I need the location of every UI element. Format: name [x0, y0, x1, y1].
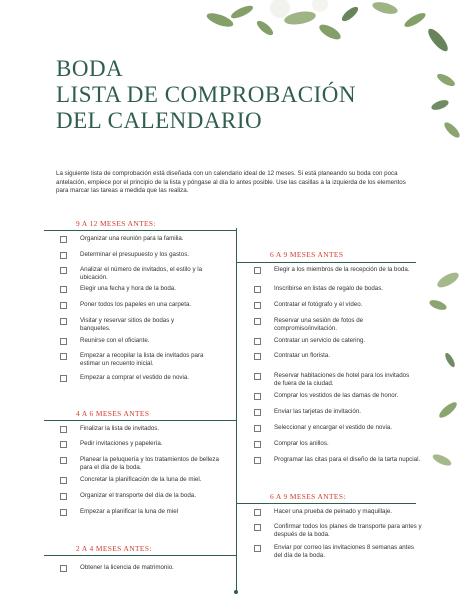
timeline-end-dot: [234, 590, 238, 594]
section-heading-6-9b: 6 A 9 MESES ANTES:: [270, 492, 346, 501]
task-item: [254, 523, 424, 539]
task-label: Poner todos los papeles en una carpeta.: [80, 301, 192, 308]
title-line-3: DEL CALENDARIO: [56, 108, 263, 133]
task-label: Analizar el número de invitados, el estilo y la ubicación.: [80, 266, 203, 281]
task-checkbox[interactable]: [60, 565, 67, 572]
task-item: [254, 352, 424, 360]
task-label: Visitar y reservar sitios de bodas y banquetes.: [80, 317, 175, 332]
task-label: Determinar el presupuesto y los gastos.: [80, 251, 190, 258]
task-checkbox[interactable]: [60, 338, 67, 345]
task-checkbox[interactable]: [60, 318, 67, 325]
timeline-vertical-line: [236, 228, 237, 592]
task-label: Hacer una prueba de peinado y maquillaje.: [274, 508, 392, 515]
timeline-rule-2-4: [44, 555, 236, 556]
task-item: [254, 456, 424, 464]
task-item: [60, 425, 228, 433]
task-label: Contratar un servicio de catering.: [274, 337, 366, 344]
timeline-rule-9-12: [44, 230, 236, 231]
task-item: [254, 301, 424, 309]
section-heading-4-6: 4 A 6 MESES ANTES: [76, 409, 150, 418]
task-label: Planear la peluquería y los tratamientos de belleza para el día de la boda.: [80, 456, 219, 471]
task-item: [254, 317, 392, 333]
task-label: Reservar habitaciones de hotel para los invitados de fuera de la ciudad.: [274, 372, 410, 387]
task-label: Programar las citas para el diseño de la tarta nupcial.: [274, 456, 421, 463]
task-item: [254, 392, 424, 400]
task-checkbox[interactable]: [254, 457, 261, 464]
task-item: [60, 508, 228, 516]
task-checkbox[interactable]: [254, 338, 261, 345]
task-checkbox[interactable]: [60, 477, 67, 484]
task-label: Pedir invitaciones y papelería.: [80, 440, 163, 447]
task-checkbox[interactable]: [254, 302, 261, 309]
task-checkbox[interactable]: [60, 252, 67, 259]
task-label: Comprar los anillos.: [274, 440, 329, 447]
task-label: Reservar una sesión de fotos de compromiso/invitación.: [274, 317, 364, 332]
task-checkbox[interactable]: [60, 302, 67, 309]
task-item: [254, 508, 424, 516]
task-item: [60, 337, 228, 345]
task-checkbox[interactable]: [60, 375, 67, 382]
task-item: [60, 476, 228, 484]
task-item: [60, 352, 215, 368]
timeline-rule-6-9b: [236, 503, 416, 504]
task-checkbox[interactable]: [60, 426, 67, 433]
task-checkbox[interactable]: [254, 441, 261, 448]
task-checkbox[interactable]: [254, 509, 261, 516]
task-item: [60, 285, 228, 293]
task-item: [254, 440, 424, 448]
timeline-rule-4-6: [44, 420, 236, 421]
task-item: [254, 408, 424, 416]
task-item: [60, 440, 228, 448]
task-label: Comprar los vestidos de las damas de honor.: [274, 392, 399, 399]
task-checkbox[interactable]: [254, 353, 261, 360]
task-checkbox[interactable]: [254, 393, 261, 400]
task-item: [254, 372, 414, 388]
task-checkbox[interactable]: [254, 318, 261, 325]
task-checkbox[interactable]: [254, 545, 261, 552]
task-checkbox[interactable]: [60, 509, 67, 516]
section-heading-2-4: 2 A 4 MESES ANTES:: [76, 544, 152, 553]
task-checkbox[interactable]: [254, 267, 261, 274]
task-item: [254, 337, 424, 345]
task-label: Empezar a comprar el vestido de novia.: [80, 374, 190, 381]
task-checkbox[interactable]: [60, 353, 67, 360]
task-item: [254, 285, 424, 293]
task-label: Enviar por correo las invitaciones 8 semanas antes del día de la boda.: [274, 544, 414, 559]
task-checkbox[interactable]: [60, 267, 67, 274]
task-item: [254, 424, 424, 432]
task-label: Seleccionar y encargar el vestido de novia.: [274, 424, 392, 431]
task-label: Elegir a los miembros de la recepción de la boda.: [274, 266, 410, 273]
timeline-rule-6-9: [236, 262, 416, 263]
section-heading-9-12: 9 A 12 MESES ANTES:: [76, 219, 156, 228]
floral-decoration-top: [180, 0, 462, 60]
task-checkbox[interactable]: [60, 286, 67, 293]
task-label: Finalizar la lista de invitados.: [80, 425, 160, 432]
task-checkbox[interactable]: [254, 409, 261, 416]
task-label: Obtener la licencia de matrimonio.: [80, 564, 174, 571]
task-label: Organizar el transporte del día de la boda.: [80, 492, 196, 499]
task-item: [254, 266, 424, 274]
task-label: Contratar el fotógrafo y el vídeo.: [274, 301, 363, 308]
title-line-2: LISTA DE COMPROBACIÓN: [56, 82, 357, 107]
task-item: [60, 456, 220, 472]
task-checkbox[interactable]: [60, 457, 67, 464]
page-title: [56, 56, 356, 134]
task-label: Elegir una fecha y hora de la boda.: [80, 285, 176, 292]
task-checkbox[interactable]: [254, 286, 261, 293]
task-label: Reunirse con el oficiante.: [80, 337, 150, 344]
task-label: Empezar a planificar la luna de miel: [80, 508, 179, 515]
task-checkbox[interactable]: [60, 493, 67, 500]
task-item: [60, 374, 228, 382]
task-item: [60, 301, 228, 309]
task-checkbox[interactable]: [254, 425, 261, 432]
task-label: Empezar a recopilar la lista de invitados para estimar un recuento inicial.: [80, 352, 204, 367]
task-checkbox[interactable]: [254, 524, 261, 531]
task-label: Contratar un florista.: [274, 352, 331, 359]
task-item: [60, 251, 228, 259]
task-item: [60, 235, 228, 243]
intro-paragraph: La siguiente lista de comprobación está diseñada con un calendario ideal de 12 meses. Si está planeando su boda con poca antelación, empiece por el principio de la lista y póngase al día lo antes posible. Use las casillas a la izquierda de los elementos para marcar las tareas a medida que las realiza.: [56, 170, 406, 195]
task-label: Confirmar todos los planes de transporte para antes y después de la boda.: [274, 523, 422, 538]
task-item: [254, 544, 416, 560]
task-label: Enviar las tarjetas de invitación.: [274, 408, 362, 415]
task-item: [60, 317, 200, 333]
task-item: [60, 564, 228, 572]
task-label: Concretar la planificación de la luna de miel.: [80, 476, 202, 483]
section-heading-6-9: 6 A 9 MESES ANTES: [270, 250, 344, 259]
task-checkbox[interactable]: [254, 373, 261, 380]
task-label: Organizar una reunión para la familia.: [80, 235, 184, 242]
floral-decoration-right: [418, 60, 462, 500]
task-label: Inscribirse en listas de regalo de bodas.: [274, 285, 384, 292]
task-item: [60, 266, 228, 282]
title-line-1: BODA: [56, 56, 124, 81]
task-checkbox[interactable]: [60, 236, 67, 243]
task-item: [60, 492, 228, 500]
task-checkbox[interactable]: [60, 441, 67, 448]
